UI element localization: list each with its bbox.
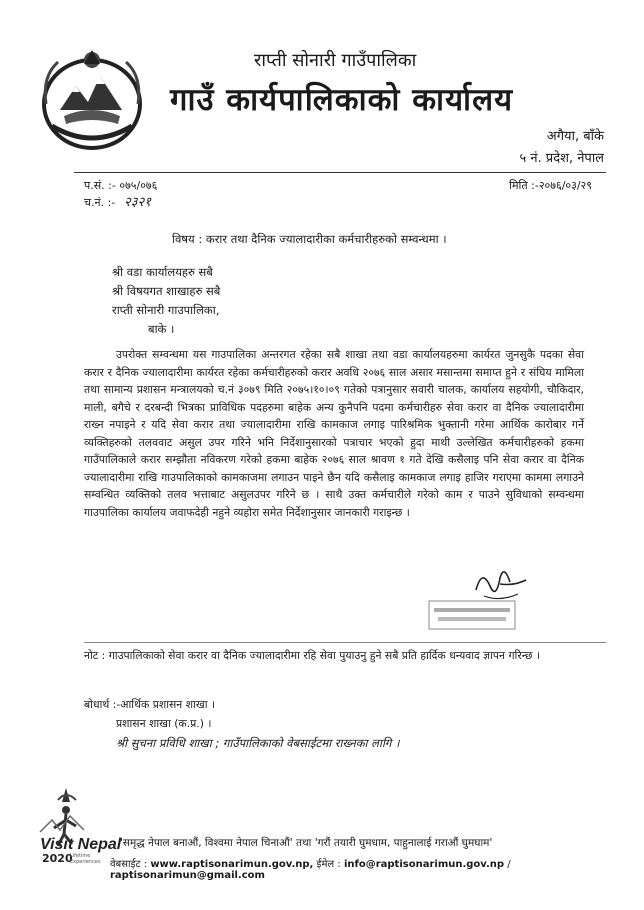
municipality-name: राप्ती सोनारी गाउँपालिका: [254, 50, 417, 71]
email-label: ईमेल :: [316, 859, 341, 870]
email-link-secondary[interactable]: raptisonarimun@gmail.com: [110, 870, 265, 881]
addressee-line: श्री वडा कार्यालयहरु सबै: [112, 265, 213, 279]
visit-nepal-logo-icon: [36, 784, 106, 884]
signature-icon: [470, 560, 530, 605]
header-divider: [74, 172, 606, 173]
letter-date: मिति :-२०७६/०३/२९: [509, 179, 592, 192]
cc-line: प्रशासन शाखा (क.प्र.) ।: [116, 717, 212, 730]
office-title: गाउँ कार्यपालिकाको कार्यालय: [170, 82, 514, 118]
address-line-1: अगैया, बाँके: [546, 129, 604, 144]
reference-number: प.सं. :- ०७५/०७६: [84, 179, 158, 192]
dispatch-number-handwritten: २३२१: [124, 195, 152, 210]
email-separator: /: [507, 859, 511, 870]
note-text: नोट : गाउपालिकाको सेवा करार वा दैनिक ज्यालादारीमा रहि सेवा पुयाउनु हुने सबै प्रति हार्दिक धन्यवाद ज्ञापन गरिन्छ ।: [84, 649, 540, 662]
footer-slogans: 'समृद्ध नेपाल बनाऔं, विश्वमा नेपाल चिनाऔं' तथा 'गरौं तयारी घुमधाम, पाहुनालाई गराऔं घुमघाम': [120, 837, 493, 849]
email-link-primary[interactable]: info@raptisonarimun.gov.np: [343, 859, 505, 870]
note-divider: [84, 642, 606, 643]
official-stamp-icon: [428, 600, 516, 630]
addressee-line: श्री विषयगत शाखाहरु सबै: [112, 284, 221, 298]
website-link[interactable]: www.raptisonarimun.gov.np,: [150, 859, 314, 870]
nepal-emblem-icon: [38, 46, 146, 156]
letter-subject: विषय : करार तथा दैनिक ज्यालादारीका कर्मचारीहरुको सम्वन्धमा ।: [172, 232, 447, 246]
visit-nepal-text: Visit Nepal: [40, 836, 122, 853]
addressee-line: राप्ती सोनारी गाउपालिका,: [112, 303, 220, 317]
addressee-line: बाके ।: [148, 322, 175, 336]
footer-contact: [110, 856, 644, 881]
visit-nepal-year: 2020: [42, 852, 73, 865]
letter-body: उपरोक्त सम्वन्धमा यस गाउपालिका अन्तरगत रहेका सबै शाखा तथा वडा कार्यालयहरुमा कार्यरत जुनसुकै पदका सेवा करार र दैनिक ज्यालादारीमा कार्यरत रहेका कर्मचारीहरुको करार अवधि २०७६ साल असार मसान्तमा समाप्त हुने र संघिय मामिला तथा सामान्य प्रशासन मन्त्रालयको च.नं ३०७९ मिति २०७५।१०।०९ गतेको पत्रानुसार सवारी चालक, कार्यालय सहयोगी, चौकिदार, माली, बगैचे र दरबन्दी भित्रका प्राविधिक पदहरुमा बाहेक अन्य कुनैपनि पदमा कर्मचारीहरु सेवा करार वा दैनिक ज्यालादारीमा राख्न नपाइने र यदि सेवा करार तथा ज्यालादारीमा राखि कामकाज लगाइ पारिश्रमिक भुक्तानी गरेमा आर्थिक कारोबार गर्ने व्यक्तिहरुको तलववाट असुल उपर गरिने भनि निर्देशानुसारको पत्राचार भएको हुदा माथी उल्लेखित कर्मचारीहरुको हकमा गाउँपालिकाले करार सम्झौता नविकरण गरेको हकमा बाहेक २०७६ साल श्रावण १ गते देखि कसैलाइ पनि सेवा करार वा दैनिक ज्यालादारीमा राखि गाउपालिकाको कामकाजमा लगाउन पाइने छैन यदि कसैलाइ कामकाज लगाइ हाजिर गराएमा काममा लगाउने सम्वन्धित व्यक्तिको तलव भत्ताबाट असुलउपर गरिने छ । साथै उक्त कर्मचारीले गरेको काम र पाउने सुविधाको सम्वन्धमा गाउपालिका कार्यालय जवाफदेही नहुने व्यहोरा समेत निर्देशानुसार जानकारी गराइन्छ ।: [84, 348, 584, 519]
visit-nepal-tagline: Lifetime Experiences: [70, 853, 101, 865]
address-line-2: ५ नं. प्रदेश, नेपाल: [519, 151, 604, 166]
dispatch-number-label: च.नं. :-: [84, 196, 116, 209]
website-label: वेबसाईट :: [110, 859, 148, 870]
cc-line-handwritten: श्री सुचना प्रविधि शाखा ; गाउँपालिकाको वेबसाईटमा राख्नका लागि ।: [116, 736, 400, 750]
cc-line: बोधार्थ :-आर्थिक प्रशासन शाखा ।: [84, 698, 216, 711]
